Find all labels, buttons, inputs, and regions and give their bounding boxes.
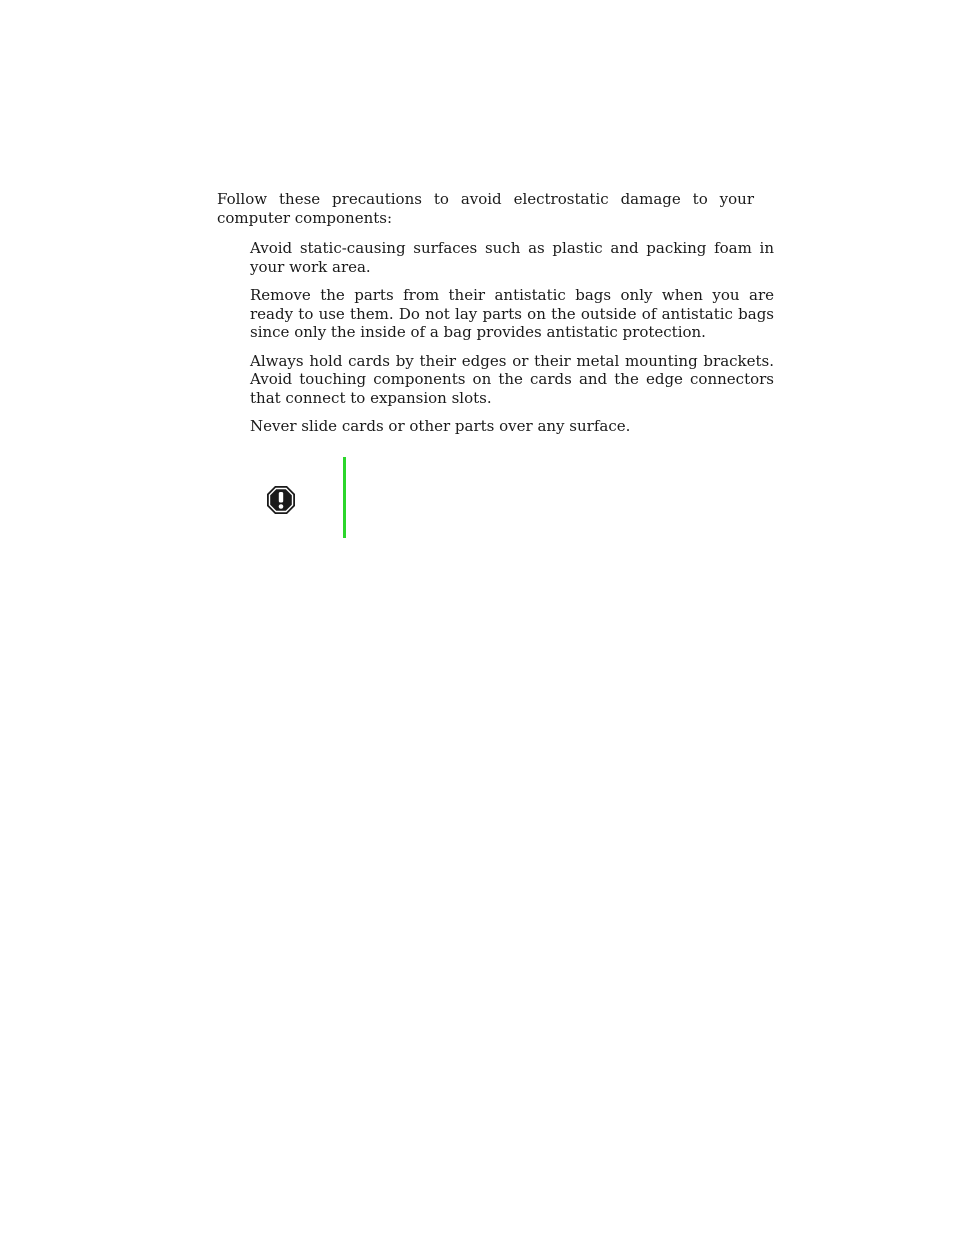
precautions-list — [217, 239, 777, 436]
warning-divider-bar — [343, 457, 346, 538]
precaution-item: Never slide cards or other parts over any surface. — [250, 417, 631, 435]
page-content — [217, 190, 777, 436]
precaution-item: Avoid static-causing surfaces such as plastic and packing foam in your work area. — [250, 239, 774, 276]
caution-octagon-icon — [266, 485, 296, 515]
precaution-item: Remove the parts from their antistatic bags only when you are ready to use them. Do not lay parts on the outside of antistatic bags since only the inside of a bag provides antistatic protection. — [250, 286, 774, 341]
intro-paragraph: Follow these precautions to avoid electrostatic damage to your computer components: — [217, 190, 754, 227]
warning-callout — [266, 457, 666, 539]
precaution-item: Always hold cards by their edges or their metal mounting brackets. Avoid touching components on the cards and the edge connectors that connect to expansion slots. — [250, 351, 774, 407]
